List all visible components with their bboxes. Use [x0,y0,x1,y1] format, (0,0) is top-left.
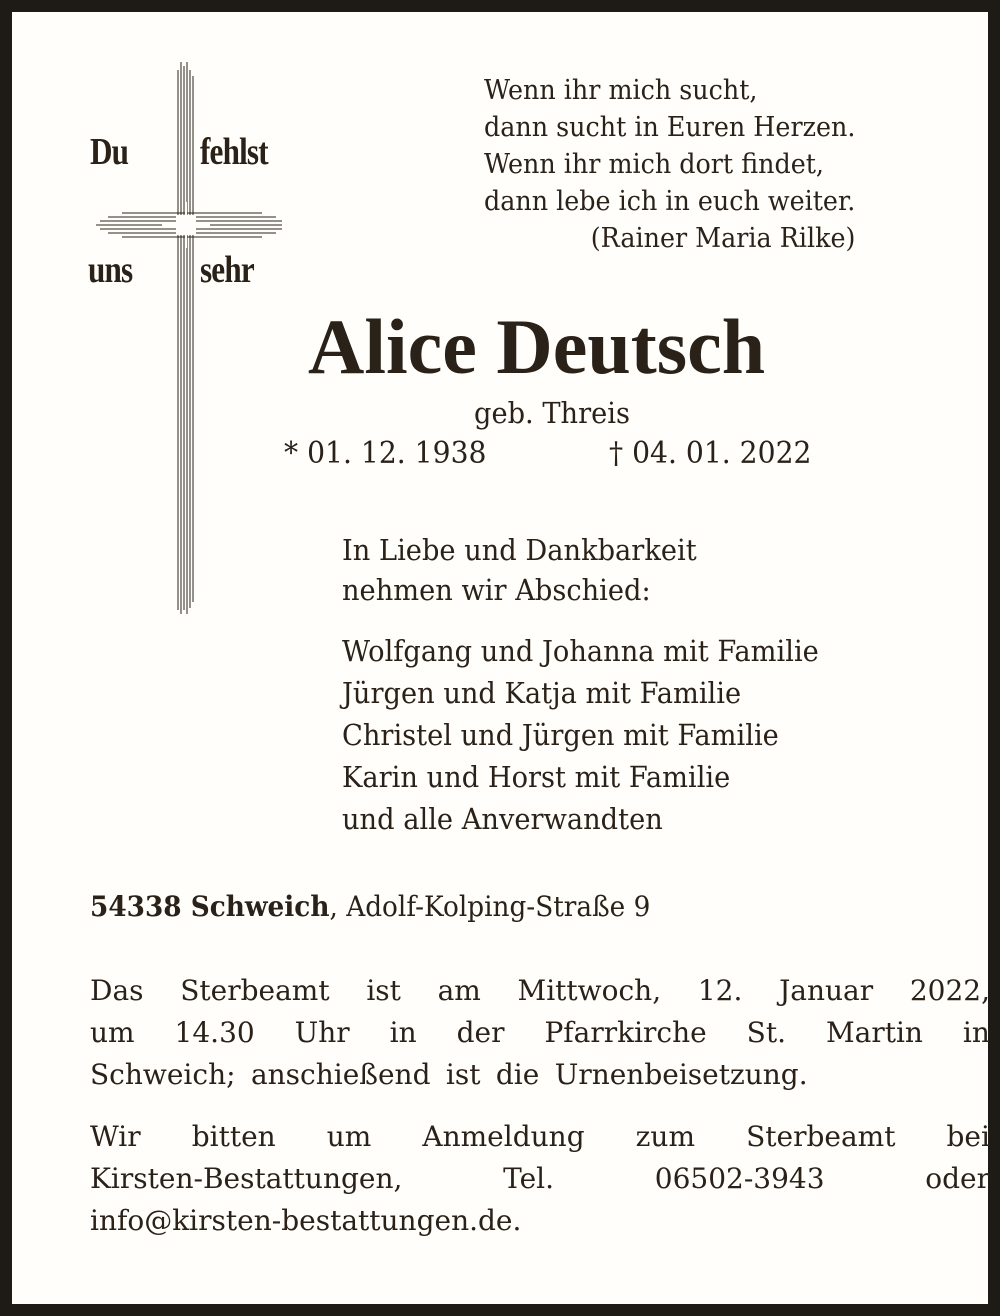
word: in [389,1016,417,1049]
word: oder [925,1162,990,1195]
word: 2022, [909,974,990,1007]
word: 06502-3943 [654,1162,825,1195]
text-line [90,1158,990,1200]
word: ist [366,974,401,1007]
text-line [90,970,990,1012]
word: 12. [697,974,743,1007]
text-line [90,1116,990,1158]
word: info@kirsten-bestattungen.de. [90,1204,522,1237]
maiden-name: geb. Threis [474,396,630,430]
word: Mittwoch, [517,974,662,1007]
mourner-item: und alle Anverwandten [342,802,663,836]
word: Das [90,974,144,1007]
cross-word-uns: uns [88,249,133,291]
word: Tel. [503,1162,555,1195]
mourner-item: Wolfgang und Johanna mit Familie [342,634,819,668]
mourner-item: Jürgen und Katja mit Familie [342,676,742,710]
word: Wir [90,1120,141,1153]
poem-line: dann lebe ich in euch weiter. [484,186,856,217]
text-line [90,1200,990,1242]
word: Sterbeamt [746,1120,896,1153]
text-line [90,1054,990,1096]
word: Januar [779,974,874,1007]
word: am [437,974,481,1007]
address-city: 54338 Schweich [90,890,330,923]
word: 14.30 [174,1016,255,1049]
cross-word-sehr: sehr [200,249,254,291]
address [90,890,650,923]
word: zum [635,1120,696,1153]
mourner-item: Christel und Jürgen mit Familie [342,718,779,752]
word: um [326,1120,372,1153]
word: um [90,1016,135,1049]
service-info [90,970,990,1096]
word: bitten [191,1120,276,1153]
cross-word-du: Du [90,131,129,173]
word: anschießend [250,1058,431,1091]
address-street: , Adolf-Kolping-Straße 9 [329,890,651,923]
word: ist [445,1058,481,1091]
word: Sterbeamt [180,974,330,1007]
farewell-line: In Liebe und Dankbarkeit [342,533,697,567]
word: Schweich; [90,1058,236,1091]
death-date: † 04. 01. 2022 [609,436,812,471]
word: der [456,1016,505,1049]
word: Anmeldung [422,1120,585,1153]
word: in [962,1016,990,1049]
poem-line: Wenn ihr mich dort findet, [484,149,825,180]
poem-line: Wenn ihr mich sucht, [484,75,758,106]
word: Uhr [294,1016,350,1049]
word: Kirsten-Bestattungen, [90,1162,403,1195]
text-line [90,1012,990,1054]
word: bei [946,1120,990,1153]
word: Urnenbeisetzung. [554,1058,808,1091]
birth-date: * 01. 12. 1938 [284,436,487,471]
word: St. [746,1016,786,1049]
deceased-name: Alice Deutsch [308,303,766,390]
farewell-text [342,530,697,610]
cross-word-fehlst: fehlst [200,131,268,173]
word: die [495,1058,540,1091]
poem [484,72,855,257]
word: Martin [825,1016,923,1049]
poem-author: (Rainer Maria Rilke) [590,223,856,254]
poem-line: dann sucht in Euren Herzen. [484,112,856,143]
word: Pfarrkirche [544,1016,707,1049]
farewell-line: nehmen wir Abschied: [342,573,651,607]
mourner-item: Karin und Horst mit Familie [342,760,731,794]
registration-info [90,1116,990,1242]
mourners-list [342,630,819,840]
